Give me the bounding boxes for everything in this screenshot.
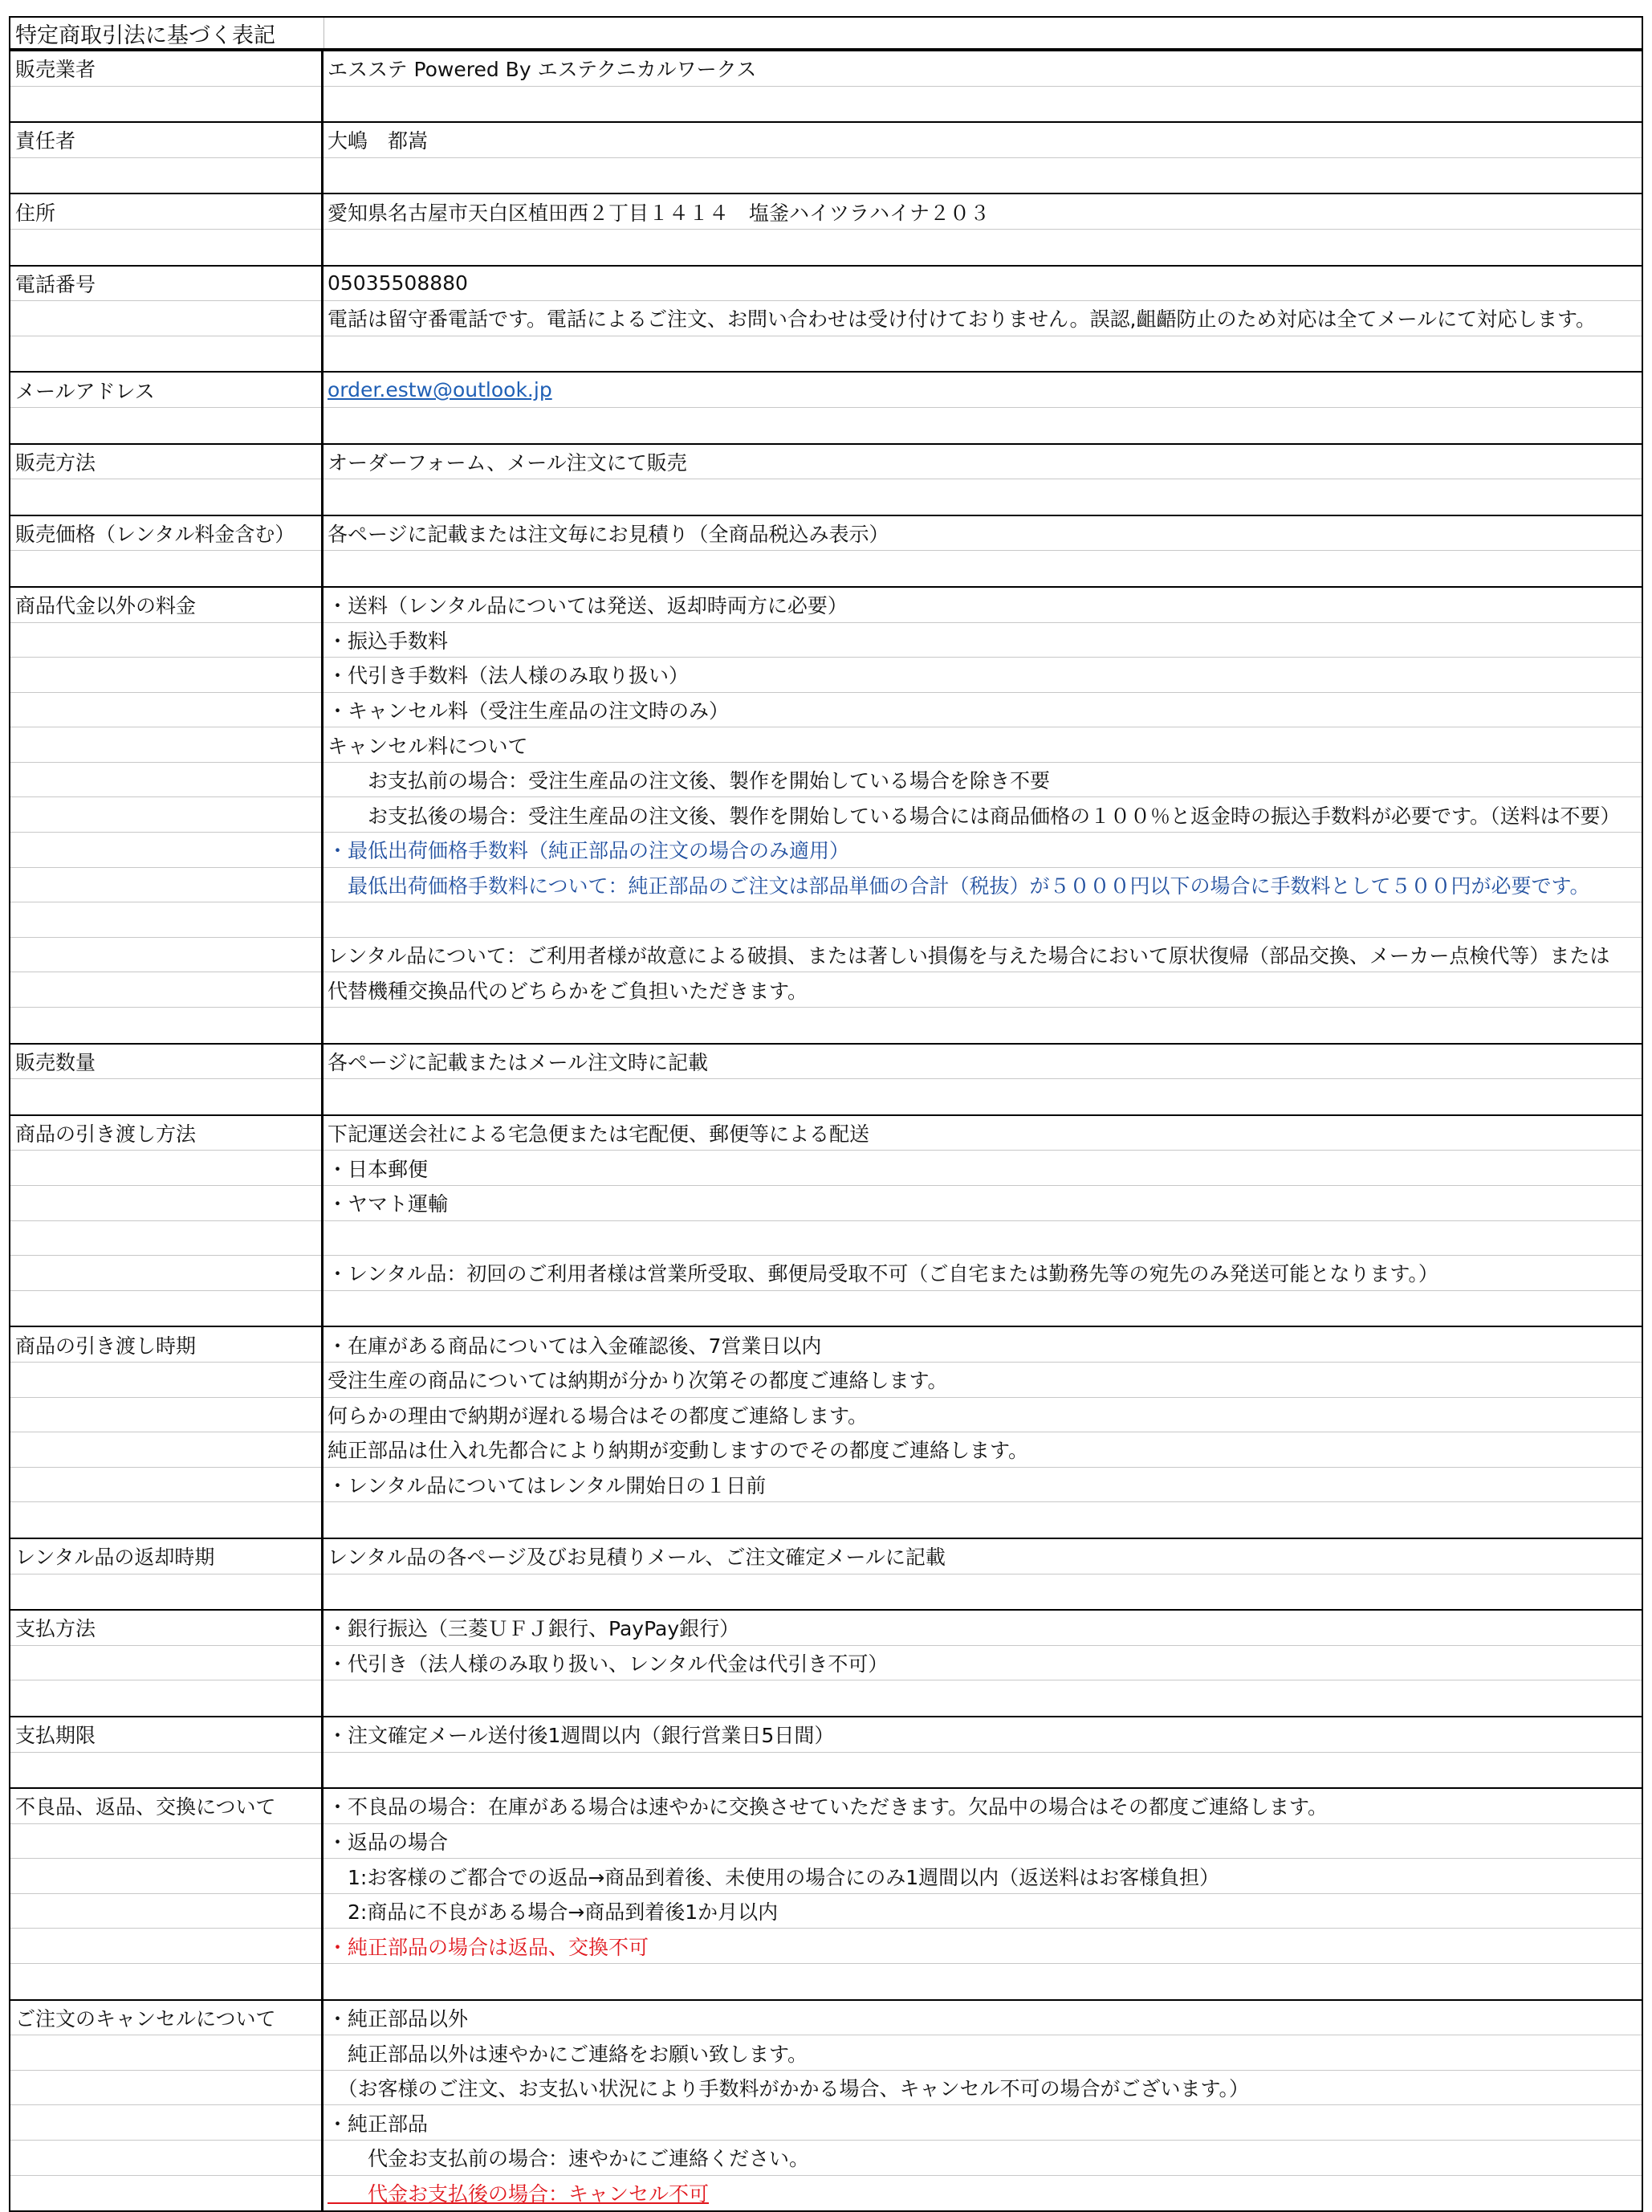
value-line — [323, 972, 1642, 1008]
section-value-cell — [323, 1717, 1642, 1787]
value-line — [323, 727, 1642, 763]
section-row — [9, 1116, 1643, 1328]
value-line — [323, 301, 1642, 336]
value-line — [323, 1398, 1642, 1433]
label-line — [10, 1539, 321, 1574]
section-label-cell — [10, 267, 323, 372]
section-label-cell — [10, 1539, 323, 1609]
label-line — [10, 445, 321, 480]
value-line — [323, 1646, 1642, 1681]
value-line — [323, 194, 1642, 230]
label-line — [10, 1079, 321, 1114]
value-text: ・純正部品の場合は返品、交換不可 — [328, 1935, 649, 1959]
section-value-cell — [323, 194, 1642, 264]
label-line — [10, 763, 321, 798]
label-line — [10, 87, 321, 122]
value-line — [323, 623, 1642, 658]
sheet-title: 特定商取引法に基づく表記 — [15, 22, 275, 48]
label-line — [10, 1859, 321, 1894]
value-line — [323, 1964, 1642, 1999]
label-line — [10, 301, 321, 336]
value-line — [323, 1502, 1642, 1538]
label-line — [10, 797, 321, 833]
value-text: オーダーフォーム、メール注文にて販売 — [328, 450, 687, 475]
email-link[interactable]: order.estw@outlook.jp — [328, 378, 552, 402]
section-label: 電話番号 — [15, 272, 96, 296]
label-line — [10, 1680, 321, 1716]
label-line — [10, 336, 321, 372]
value-line — [323, 658, 1642, 693]
section-value-cell — [323, 1789, 1642, 1999]
section-label: 支払期限 — [15, 1724, 96, 1748]
value-text: エスステ Powered By エステクニカルワークス — [328, 58, 757, 82]
value-line — [323, 158, 1642, 193]
section-value-cell — [323, 123, 1642, 193]
value-text: 2:商品に不良がある場合→商品到着後1か月以内 — [328, 1900, 779, 1925]
label-line — [10, 1008, 321, 1043]
value-text: キャンセル料について — [328, 734, 528, 758]
label-line — [10, 2071, 321, 2106]
label-line — [10, 1717, 321, 1753]
value-line — [323, 2141, 1642, 2176]
value-text: 純正部品以外は速やかにご連絡をお願い致します。 — [328, 2042, 808, 2066]
title-empty-cell — [323, 18, 1642, 48]
section-value-cell — [323, 1045, 1642, 1114]
value-line — [323, 1929, 1642, 1964]
section-row — [9, 1789, 1643, 2001]
label-line — [10, 868, 321, 903]
value-line — [323, 938, 1642, 973]
value-text: ・振込手数料 — [328, 629, 449, 653]
section-row — [9, 373, 1643, 444]
section-row — [9, 1717, 1643, 1789]
value-line — [323, 1151, 1642, 1186]
value-text: ・銀行振込（三菱ＵＦＪ銀行、PayPay銀行） — [328, 1617, 740, 1641]
label-line — [10, 230, 321, 265]
value-line — [323, 123, 1642, 158]
value-line — [323, 445, 1642, 480]
section-label-cell — [10, 445, 323, 515]
value-line — [323, 1717, 1642, 1753]
value-text: 代金お支払後の場合：キャンセル不可 — [328, 2182, 710, 2206]
value-line — [323, 1186, 1642, 1221]
section-label: 商品の引き渡し時期 — [15, 1334, 197, 1358]
section-label: 商品の引き渡し方法 — [15, 1122, 197, 1147]
label-line — [10, 2105, 321, 2141]
value-text: ・純正部品 — [328, 2112, 429, 2136]
label-line — [10, 1186, 321, 1221]
label-line — [10, 2001, 321, 2036]
value-line — [323, 2001, 1642, 2036]
section-value-cell — [323, 1611, 1642, 1716]
value-line — [323, 1116, 1642, 1151]
section-row — [9, 1611, 1643, 1717]
value-line — [323, 868, 1642, 903]
label-line — [10, 1753, 321, 1788]
label-line — [10, 1824, 321, 1860]
value-line — [323, 1432, 1642, 1468]
value-text: ・在庫がある商品については入金確認後、7営業日以内 — [328, 1334, 822, 1358]
section-row — [9, 445, 1643, 516]
value-line — [323, 1363, 1642, 1398]
label-line — [10, 1611, 321, 1646]
value-text: お支払後の場合：受注生産品の注文後、製作を開始している場合には商品価格の１００％と返金時の振込手数料が必要です。（送料は不要） — [328, 804, 1621, 828]
label-line — [10, 2141, 321, 2176]
value-text: ・不良品の場合：在庫がある場合は速やかに交換させていただきます。欠品中の場合はその都度ご連絡します。 — [328, 1795, 1329, 1819]
value-text: （お客様のご注文、お支払い状況により手数料がかかる場合、キャンセル不可の場合がございます。） — [328, 2077, 1250, 2101]
value-line — [323, 2176, 1642, 2211]
value-line — [323, 551, 1642, 586]
label-line — [10, 1291, 321, 1326]
value-line — [323, 2035, 1642, 2071]
value-line — [323, 693, 1642, 728]
value-line — [323, 408, 1642, 443]
value-line — [323, 87, 1642, 122]
value-line — [323, 833, 1642, 868]
sections-container — [9, 51, 1643, 2212]
label-line — [10, 623, 321, 658]
value-text: ・最低出荷価格手数料（純正部品の注文の場合のみ適用） — [328, 839, 850, 863]
value-text: 愛知県名古屋市天白区植田西２丁目１４１４ 塩釜ハイツラハイナ２０３ — [328, 201, 991, 225]
label-line — [10, 1894, 321, 1929]
section-value-cell — [323, 1116, 1642, 1326]
value-text: ・レンタル品：初回のご利用者様は営業所受取、郵便局受取不可（ご自宅または勤務先等の宛先のみ発送可能となります。） — [328, 1262, 1438, 1286]
label-line — [10, 1964, 321, 1999]
value-line — [323, 1611, 1642, 1646]
label-line — [10, 1468, 321, 1503]
section-row — [9, 267, 1643, 373]
label-line — [10, 158, 321, 193]
section-value-cell — [323, 51, 1642, 121]
label-line — [10, 658, 321, 693]
section-value-cell — [323, 445, 1642, 515]
value-text: 05035508880 — [328, 271, 468, 295]
section-label: 不良品、返品、交換について — [15, 1795, 276, 1819]
value-text: ・純正部品以外 — [328, 2006, 469, 2031]
value-text: 大嶋 都嵩 — [328, 129, 429, 153]
value-line — [323, 1859, 1642, 1894]
label-line — [10, 194, 321, 230]
section-value-cell — [323, 588, 1642, 1043]
value-text: 純正部品は仕入れ先都合により納期が変動しますのでその都度ご連絡します。 — [328, 1439, 1029, 1463]
value-line — [323, 1539, 1642, 1574]
label-line — [10, 1432, 321, 1468]
label-line — [10, 727, 321, 763]
value-text: 受注生産の商品については納期が分かり次第その都度ご連絡します。 — [328, 1369, 948, 1393]
value-text: ・レンタル品についてはレンタル開始日の１日前 — [328, 1474, 767, 1498]
value-line — [323, 763, 1642, 798]
value-text: 各ページに記載または注文毎にお見積り（全商品税込み表示） — [328, 523, 889, 547]
value-line — [323, 2105, 1642, 2141]
section-label-cell — [10, 1789, 323, 1999]
label-line — [10, 1502, 321, 1538]
value-line — [323, 902, 1642, 938]
value-line — [323, 267, 1642, 302]
section-label-cell — [10, 373, 323, 442]
value-line — [323, 1824, 1642, 1860]
value-line — [323, 230, 1642, 265]
section-label: 販売数量 — [15, 1050, 96, 1074]
value-line — [323, 1256, 1642, 1291]
value-text: ・ヤマト運輸 — [328, 1192, 449, 1216]
label-line — [10, 938, 321, 973]
value-text: ・キャンセル料（受注生産品の注文時のみ） — [328, 699, 730, 723]
value-text: 各ページに記載またはメール注文時に記載 — [328, 1050, 709, 1074]
section-label-cell — [10, 1116, 323, 1326]
value-line — [323, 1045, 1642, 1080]
section-label: 販売価格（レンタル料金含む） — [15, 523, 295, 547]
value-line — [323, 1327, 1642, 1363]
value-line — [323, 1221, 1642, 1257]
value-line — [323, 1008, 1642, 1043]
section-label-cell — [10, 588, 323, 1043]
section-value-cell — [323, 516, 1642, 586]
value-line — [323, 1789, 1642, 1824]
value-line — [323, 1894, 1642, 1929]
section-label-cell — [10, 51, 323, 121]
value-line — [323, 588, 1642, 623]
section-label: 支払方法 — [15, 1617, 96, 1641]
value-text: 電話は留守番電話です。電話によるご注文、お問い合わせは受け付けておりません。誤認,齟齬防止のため対応は全てメールにて対応します。 — [328, 308, 1596, 332]
section-row — [9, 51, 1643, 123]
value-line — [323, 336, 1642, 372]
label-line — [10, 972, 321, 1008]
label-line — [10, 1256, 321, 1291]
value-text: 代金お支払前の場合：速やかにご連絡ください。 — [328, 2147, 810, 2171]
value-text: レンタル品の各ページ及びお見積りメール、ご注文確定メールに記載 — [328, 1546, 946, 1570]
value-line — [323, 373, 1642, 408]
section-value-cell — [323, 1327, 1642, 1538]
section-label-cell — [10, 1611, 323, 1716]
label-line — [10, 1929, 321, 1964]
label-line — [10, 1574, 321, 1610]
label-line — [10, 1221, 321, 1257]
section-row — [9, 516, 1643, 588]
label-line — [10, 51, 321, 87]
section-label-cell — [10, 123, 323, 193]
section-label: 販売方法 — [15, 450, 96, 475]
section-label-cell — [10, 1327, 323, 1538]
section-value-cell — [323, 373, 1642, 442]
label-line — [10, 2035, 321, 2071]
section-label: ご注文のキャンセルについて — [15, 2006, 276, 2031]
section-row — [9, 194, 1643, 266]
label-line — [10, 267, 321, 302]
section-value-cell — [323, 1539, 1642, 1609]
label-line — [10, 1646, 321, 1681]
value-text: ・代引き手数料（法人様のみ取り扱い） — [328, 664, 690, 688]
label-line — [10, 1116, 321, 1151]
value-line — [323, 1753, 1642, 1788]
label-line — [10, 833, 321, 868]
label-line — [10, 408, 321, 443]
label-line — [10, 479, 321, 515]
section-value-cell — [323, 2001, 1642, 2211]
value-text: 最低出荷価格手数料について：純正部品のご注文は部品単価の合計（税抜）が５０００円以下の場合に手数料として５００円が必要です。 — [328, 874, 1590, 898]
value-text: ・代引き（法人様のみ取り扱い、レンタル代金は代引き不可） — [328, 1652, 889, 1676]
section-label: レンタル品の返却時期 — [15, 1546, 215, 1570]
label-line — [10, 1398, 321, 1433]
label-line — [10, 902, 321, 938]
value-text: レンタル品について：ご利用者様が故意による破損、または著しい損傷を与えた場合において原状復帰（部品交換、メーカー点検代等）または — [328, 944, 1610, 968]
label-line — [10, 516, 321, 552]
value-line — [323, 1574, 1642, 1610]
value-line — [323, 797, 1642, 833]
value-line — [323, 1468, 1642, 1503]
value-text: ・注文確定メール送付後1週間以内（銀行営業日5日間） — [328, 1724, 835, 1748]
section-label-cell — [10, 1045, 323, 1114]
label-line — [10, 588, 321, 623]
label-line — [10, 551, 321, 586]
label-line — [10, 2176, 321, 2211]
value-text: 代替機種交換品代のどちらかをご負担いただきます。 — [328, 979, 808, 1003]
label-line — [10, 1045, 321, 1080]
value-text: 1:お客様のご都合での返品→商品到着後、未使用の場合にのみ1週間以内（返送料はお客様負担） — [328, 1865, 1220, 1889]
value-line — [323, 2071, 1642, 2106]
value-text: 何らかの理由で納期が遅れる場合はその都度ご連絡します。 — [328, 1403, 869, 1428]
value-text: 下記運送会社による宅急便または宅配便、郵便等による配送 — [328, 1122, 870, 1147]
value-line — [323, 1680, 1642, 1716]
section-label: メールアドレス — [15, 379, 155, 403]
section-label: 責任者 — [15, 129, 76, 153]
value-line — [323, 516, 1642, 552]
section-label-cell — [10, 2001, 323, 2211]
value-line — [323, 1291, 1642, 1326]
value-line — [323, 1079, 1642, 1114]
value-text: ・日本郵便 — [328, 1157, 429, 1181]
label-line — [10, 1363, 321, 1398]
value-line — [323, 479, 1642, 515]
section-row — [9, 1327, 1643, 1539]
section-row — [9, 123, 1643, 194]
section-label-cell — [10, 1717, 323, 1787]
value-line — [323, 51, 1642, 87]
section-row — [9, 588, 1643, 1045]
label-line — [10, 123, 321, 158]
label-line — [10, 1789, 321, 1824]
value-text: ・返品の場合 — [328, 1830, 449, 1854]
section-row — [9, 2001, 1643, 2212]
section-row — [9, 1045, 1643, 1116]
section-label: 販売業者 — [15, 58, 96, 82]
section-row — [9, 1539, 1643, 1611]
label-line — [10, 693, 321, 728]
value-text: ・送料（レンタル品については発送、返却時両方に必要） — [328, 594, 848, 618]
section-label-cell — [10, 194, 323, 264]
legal-notice-sheet — [9, 16, 1643, 2206]
sheet-title-row — [9, 16, 1643, 51]
label-line — [10, 1327, 321, 1363]
label-line — [10, 373, 321, 408]
section-value-cell — [323, 267, 1642, 372]
label-line — [10, 1151, 321, 1186]
section-label: 住所 — [15, 201, 56, 225]
section-label: 商品代金以外の料金 — [15, 594, 197, 618]
section-label-cell — [10, 516, 323, 586]
value-text: お支払前の場合：受注生産品の注文後、製作を開始している場合を除き不要 — [328, 769, 1051, 793]
